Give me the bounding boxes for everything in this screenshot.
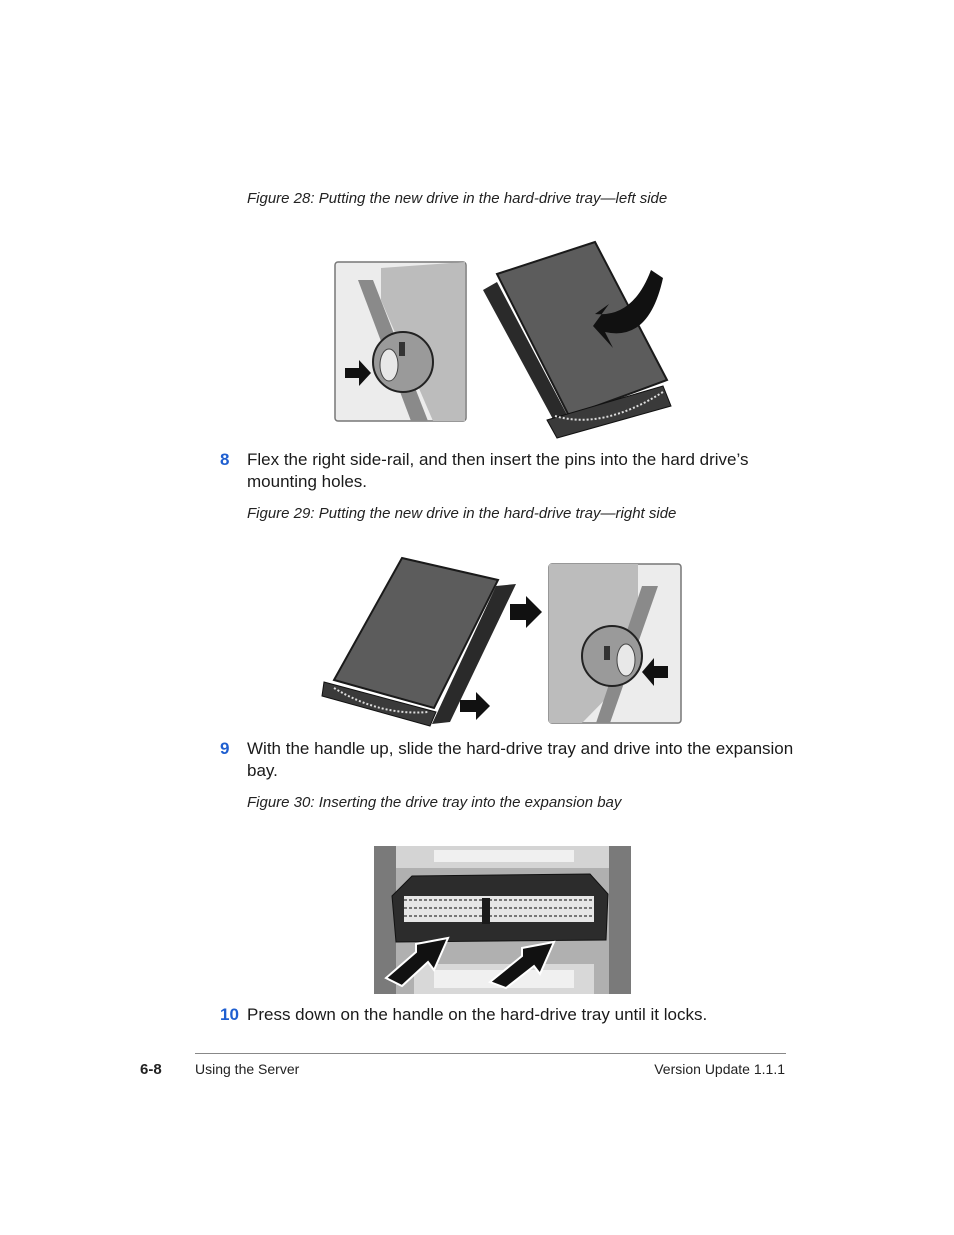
step-number: 9 xyxy=(220,739,230,758)
figure-30-illustration xyxy=(374,846,631,994)
footer-rule xyxy=(195,1053,786,1054)
step-number: 8 xyxy=(220,450,230,469)
figure-28-inset xyxy=(335,262,466,421)
step-number: 10 xyxy=(220,1005,239,1024)
figure-28-drive xyxy=(483,242,671,438)
step-text: Press down on the handle on the hard-drive tray until it locks. xyxy=(247,1005,708,1024)
figure-29-caption: Figure 29: Putting the new drive in the hard-drive tray—right side xyxy=(247,505,677,522)
figure-29-inset xyxy=(549,564,681,723)
step-9 xyxy=(220,738,800,782)
footer-version: Version Update 1.1.1 xyxy=(654,1061,785,1077)
step-8 xyxy=(220,449,800,493)
figure-28-caption: Figure 28: Putting the new drive in the hard-drive tray—left side xyxy=(247,190,668,207)
step-text: With the handle up, slide the hard-drive tray and drive into the expansion bay. xyxy=(247,739,794,780)
figure-29-drive xyxy=(322,558,542,726)
step-10 xyxy=(220,1004,800,1026)
figure-29-illustration xyxy=(320,556,685,728)
page-number: 6-8 xyxy=(140,1061,162,1078)
footer-section: Using the Server xyxy=(195,1061,300,1077)
figure-28-illustration xyxy=(333,240,678,440)
step-text: Flex the right side-rail, and then insert the pins into the hard drive’s mounting holes. xyxy=(247,450,749,491)
figure-30-caption: Figure 30: Inserting the drive tray into the expansion bay xyxy=(247,794,622,811)
